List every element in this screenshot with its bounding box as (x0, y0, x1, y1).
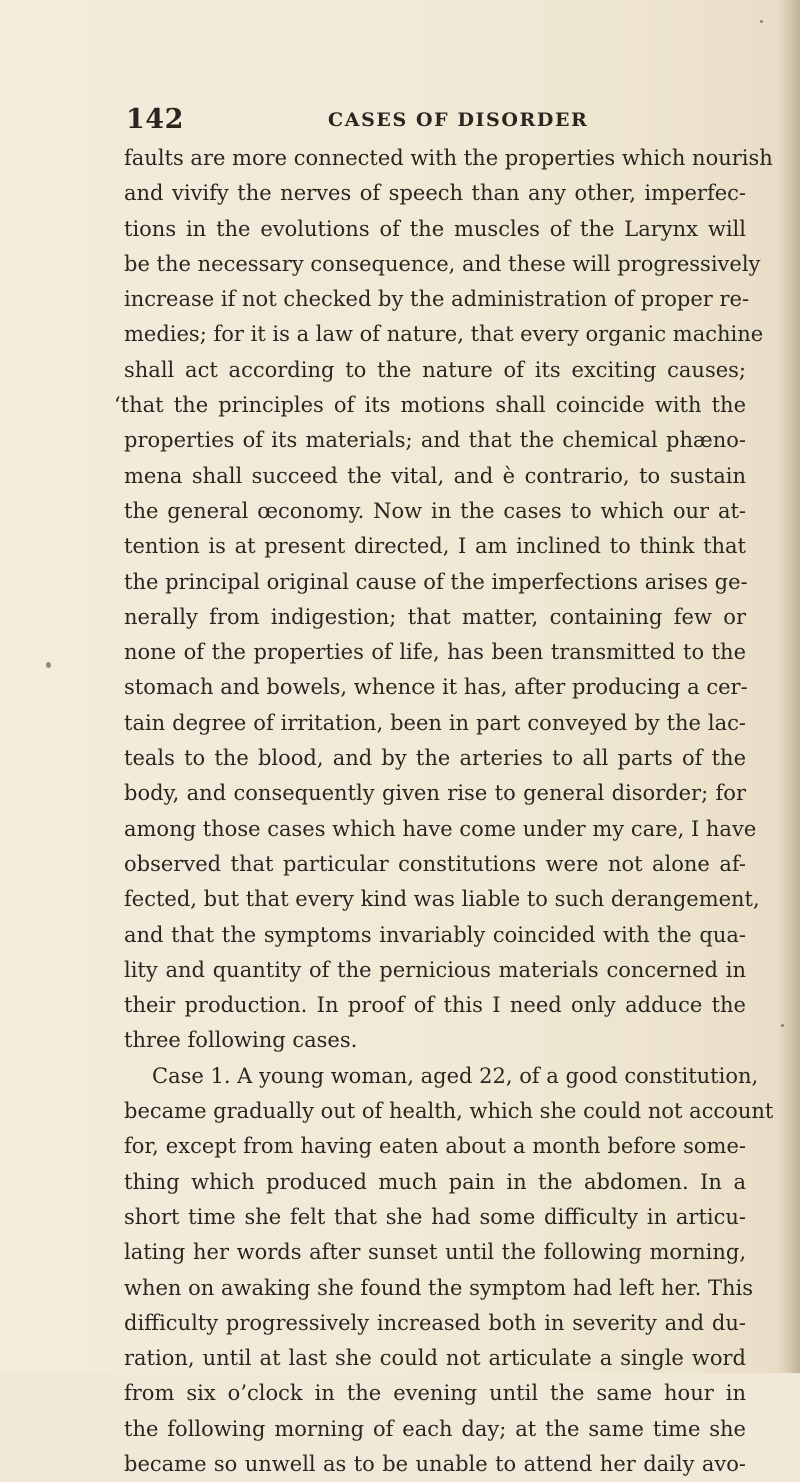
text-line: when on awaking she found the symptom had left her. This (124, 1275, 754, 1300)
text-line: medies; for it is a law of nature, that every organic machine (124, 322, 764, 347)
text-line: their production. In proof of this I need only adduce the (124, 993, 746, 1018)
text-line: mena shall succeed the vital, and è contrario, to sustain (124, 463, 746, 488)
text-line: and that the symptoms invariably coincided with the qua- (124, 922, 746, 947)
text-line: became so unwell as to be unable to attend her daily avo- (124, 1451, 746, 1476)
text-line: be the necessary consequence, and these will progressively (124, 251, 761, 276)
text-line: fected, but that every kind was liable to such derangement, (124, 887, 760, 912)
text-line: teals to the blood, and by the arteries to all parts of the (124, 746, 746, 771)
text-line: thing which produced much pain in the abdomen. In a (124, 1169, 746, 1194)
text-line: tain degree of irritation, been in part conveyed by the lac- (124, 710, 746, 735)
text-line: three following cases. (124, 1028, 358, 1053)
text-line: body, and consequently given rise to general disorder; for (124, 781, 746, 806)
text-line: shall act according to the nature of its exciting causes; (124, 357, 746, 382)
page-edge-shadow (778, 0, 800, 1373)
text-line: the following morning of each day; at the same time she (124, 1416, 746, 1441)
text-line: ration, until at last she could not articulate a single word (124, 1346, 746, 1371)
text-line: ‘that the principles of its motions shall coincide with the (114, 393, 746, 418)
running-head: CASES OF DISORDER (328, 109, 589, 131)
ink-spot (760, 20, 763, 23)
text-line: properties of its materials; and that the chemical phæno- (124, 428, 746, 453)
text-line: the principal original cause of the imperfections arises ge- (124, 569, 748, 594)
text-line: increase if not checked by the administration of proper re- (124, 287, 750, 312)
text-line: tions in the evolutions of the muscles of the Larynx will (124, 216, 746, 241)
text-line: lity and quantity of the pernicious materials concerned in (124, 957, 746, 982)
text-line: faults are more connected with the properties which nourish (124, 146, 773, 170)
text-line: short time she felt that she had some difficulty in articu- (124, 1204, 746, 1229)
body-text (114, 141, 774, 1482)
text-line: among those cases which have come under my care, I have (124, 816, 757, 841)
text-line: tention is at present directed, I am inclined to think that (124, 534, 746, 559)
text-line: nerally from indigestion; that matter, containing few or (124, 604, 746, 629)
page-header (126, 104, 746, 144)
text-line: the general œconomy. Now in the cases to which our at- (124, 498, 746, 523)
text-line: and vivify the nerves of speech than any other, imperfec- (124, 181, 746, 206)
text-line: from six o’clock in the evening until the same hour in (124, 1381, 746, 1406)
text-line: none of the properties of life, has been transmitted to the (124, 640, 746, 665)
text-line: became gradually out of health, which she could not account (124, 1099, 774, 1124)
ink-spot (781, 1024, 784, 1027)
text-line: lating her words after sunset until the following morning, (124, 1240, 746, 1265)
ink-spot (46, 662, 51, 668)
text-line: for, except from having eaten about a month before some- (124, 1134, 746, 1159)
text-line: observed that particular constitutions were not alone af- (124, 851, 746, 876)
text-line: difficulty progressively increased both in severity and du- (124, 1310, 746, 1335)
text-line: stomach and bowels, whence it has, after producing a cer- (124, 675, 748, 700)
case-heading-line: Case 1. A young woman, aged 22, of a good constitution, (152, 1063, 759, 1088)
page-number: 142 (126, 104, 184, 135)
